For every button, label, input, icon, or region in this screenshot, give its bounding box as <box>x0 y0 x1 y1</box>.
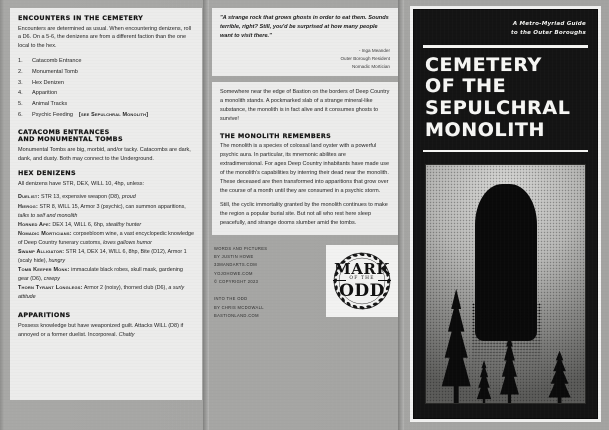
list-item <box>18 67 194 78</box>
denizen-stats: STR 13, expensive weapon (D8), <box>39 194 122 201</box>
denizen-entry <box>18 284 194 302</box>
credit-line: © COPYRIGHT 2023 <box>214 279 259 285</box>
denizen-stats: STR 14, DEX 14, WILL 6, 8hp, Bite (D12), Armor 1 (scaly hide), <box>18 248 187 264</box>
denizen-name: Tomb Keeper Monk: <box>18 267 70 274</box>
heading-catacomb-entrances <box>18 129 194 144</box>
denizen-trait: hungry <box>48 257 66 264</box>
denizen-stats: STR 8, WILL 15, Armor 3 (psychic), can summon apparitions, <box>37 203 186 210</box>
denizen-stats: corpsebloom wine, a vast encyclopedic knowledge of Deep Country funerary customs, <box>18 230 194 246</box>
denizen-entry <box>18 248 194 266</box>
apparitions-paragraph <box>18 322 194 340</box>
credits-text <box>212 245 318 321</box>
denizen-stats: Armor 2 (noisy), thorned club (D6), <box>82 285 169 292</box>
apparitions-text: Possess knowledge but have weaponized guilt. Attacks WILL (D8) if annoyed or a former duelist. Incorporeal. <box>18 322 184 338</box>
cover-kicker <box>423 19 588 42</box>
cover-footer-spacer <box>423 404 588 408</box>
pine-tree-icon <box>544 351 576 404</box>
encounter-number: 4. <box>18 90 23 97</box>
cover-rule-bottom <box>423 150 588 152</box>
credit-line: INTO THE ODD <box>214 296 248 302</box>
list-item <box>18 88 194 99</box>
credits-group-author <box>214 245 318 287</box>
denizen-trait: stealthy hunter <box>105 221 142 228</box>
attribution-occupation: Nomadic Mortician <box>351 64 390 70</box>
logo-wordmark <box>334 259 390 301</box>
cover-rule-top <box>423 45 588 48</box>
denizen-trait: talks to self and monolith <box>18 212 78 219</box>
denizen-stats: immaculate black robes, skull mask, gardening gear (D6), <box>18 267 183 283</box>
denizen-entry <box>18 221 194 230</box>
encounter-label: Apparition <box>32 90 58 97</box>
title-line-4: MONOLITH <box>425 118 545 141</box>
denizen-entry <box>18 230 194 248</box>
list-item <box>18 99 194 110</box>
lore-intro: Somewhere near the edge of Bastion on the borders of Deep Country a monolith stands. A pockmarked slab of a strange mineral-like substance, the monolith is in fact alive and it consumes ghosts to survive! <box>220 89 390 122</box>
denizen-stat-list <box>18 193 194 302</box>
list-item <box>18 56 194 67</box>
heading-line-2: AND MONUMENTAL TOMBS <box>18 135 123 144</box>
encounter-label: Catacomb Entrance <box>32 58 82 65</box>
heading-monolith-remembers: THE MONOLITH REMEMBERS <box>220 131 332 140</box>
encounter-number: 1. <box>18 58 23 65</box>
credit-line: BY CHRIS MCDOWALL <box>214 304 264 310</box>
encounter-label: Animal Tracks <box>32 101 68 108</box>
attribution-role: Outer Borough Resident <box>340 56 390 62</box>
quote-attribution <box>220 47 390 71</box>
heading-line-1: CATACOMB ENTRANCES <box>18 127 110 136</box>
encounter-label: Monumental Tomb <box>32 68 78 75</box>
denizen-trait: loves gallows humor <box>103 239 152 246</box>
denizen-name: Duelist: <box>18 194 40 201</box>
lore-paragraph-2: Still, the cyclic immortality granted by the monolith continues to make the region a popular burial site. But not all who rest here sleep peacefully, and strange dooms slumber amid the tombs. <box>220 201 388 226</box>
denizen-trait: proud <box>121 194 136 201</box>
credits-group-system <box>214 295 318 320</box>
heading-encounters: ENCOUNTERS IN THE CEMETERY <box>18 14 144 22</box>
denizen-name: Nomadic Morticians: <box>18 230 72 237</box>
logo-line-3: ODD <box>339 280 385 301</box>
logo-line-2: OF THE <box>334 277 390 281</box>
catacomb-paragraph: Monumental Tombs are big, morbid, and/or tacky. Catacombs are dark, dank, and dusty. Both may connect to the Underground. <box>18 147 191 163</box>
encounter-reference: [see Sepulchral Monolith] <box>79 111 149 118</box>
denizens-intro: All denizens have STR, DEX, WILL 10, 4hp, unless: <box>18 180 145 187</box>
denizen-name: Hierog: <box>18 203 38 210</box>
heading-hex-denizens: HEX DENIZENS <box>18 169 77 178</box>
encounters-intro-paragraph: Encounters are determined as usual. When encountering denizens, roll a D6. On a 5-6, the denizens are from a different faction than the one local to the hex. <box>18 25 192 50</box>
panel-left <box>0 0 208 430</box>
encounter-table <box>18 56 194 120</box>
credits-row <box>212 245 398 321</box>
heading-apparitions: APPARITIONS <box>18 311 71 320</box>
denizen-entry <box>18 193 194 202</box>
kicker-line-2: to the Outer Boroughs <box>511 29 586 36</box>
pull-quote: "A strange rock that grows ghosts in order to eat them. Sounds terrible, right? Still, you'd be surprised at how many people want to visit there." <box>220 15 389 40</box>
encounter-label: Hex Denizen <box>32 79 65 86</box>
title-line-1: CEMETERY <box>425 53 542 76</box>
panel-cover <box>404 0 609 430</box>
list-item <box>18 110 194 121</box>
left-text-block <box>10 8 202 400</box>
credit-line: 33MANDARTS.COM <box>214 262 258 268</box>
lore-block <box>212 82 398 234</box>
logo-line-1: MARK <box>334 259 390 278</box>
title-line-2: OF THE <box>425 75 507 98</box>
kicker-line-1: A Metro-Myriad Guide <box>512 21 586 27</box>
denizen-stats: DEX 14, WILL 6, 6hp, <box>50 221 106 228</box>
encounter-label: Psychic Feeding <box>32 111 74 118</box>
denizen-entry <box>18 203 194 221</box>
cover-mat <box>410 6 601 422</box>
denizen-entry <box>18 266 194 284</box>
cover-card <box>413 9 598 419</box>
lore-paragraph-1: The monolith is a species of colossal land oyster with a powerful psychic aura. In particular, its mnemonic abilites are extradimensional. For ages Deep Country inhabitants have made use of the monolith's capabilities by interring their dead near the monolith. These deceased are then transformed into apparitions that grow over the course of a month until they are consumed in a psychic storm. <box>220 143 390 194</box>
fold-gutter-left <box>203 0 209 430</box>
denizen-trait: creepy <box>43 276 60 283</box>
attribution-name: - Inga Meander <box>358 48 390 54</box>
title-line-3: SEPULCHRAL <box>425 97 571 120</box>
quote-block <box>212 8 398 76</box>
encounter-number: 2. <box>18 68 23 75</box>
cover-artwork <box>425 164 586 404</box>
denizen-name: Swamp Alligator: <box>18 248 65 255</box>
encounter-number: 6. <box>18 111 23 118</box>
encounter-number: 5. <box>18 101 23 108</box>
monolith-silhouette <box>475 184 537 341</box>
credit-line: BY JUSTIN HOWE <box>214 253 254 259</box>
encounter-number: 3. <box>18 79 23 86</box>
denizen-name: Horned Ape: <box>18 221 51 228</box>
credit-line: YOJOHOWE.COM <box>214 270 253 276</box>
fold-gutter-right <box>398 0 404 430</box>
credit-line: BASTIONLAND.COM <box>214 313 259 319</box>
denizen-trait: a surly attitude <box>18 285 185 301</box>
denizen-name: Thorn Tyrant Longlegs: <box>18 285 83 292</box>
credit-line: WORDS AND PICTURES <box>214 245 268 251</box>
list-item <box>18 78 194 89</box>
cover-title <box>423 55 588 148</box>
panel-middle <box>208 0 404 430</box>
apparitions-trait: Chatty <box>118 331 135 338</box>
mark-of-the-odd-logo <box>326 245 398 317</box>
